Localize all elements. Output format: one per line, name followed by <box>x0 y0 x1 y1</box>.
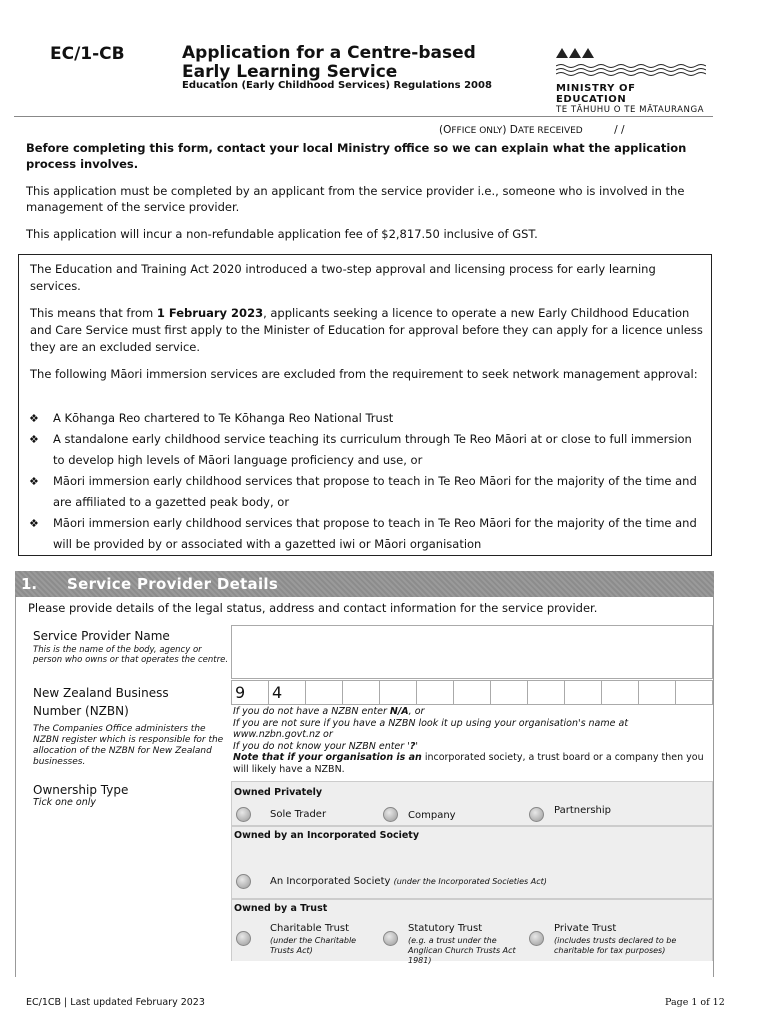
section-title: Service Provider Details <box>67 575 279 593</box>
nzbn-note-1-bold: N/A <box>389 706 409 717</box>
owned-privately-title: Owned Privately <box>234 787 323 798</box>
nzbn-note-1-post: , or <box>408 706 425 717</box>
form-code: EC/1-CB <box>50 44 125 64</box>
charitable-trust-note: (under the Charitable Trusts Act) <box>270 936 357 955</box>
ministry-logo <box>556 48 706 115</box>
nzbn-digit[interactable] <box>454 681 491 704</box>
nzbn-note-2: If you are not sure if you have a NZBN look it up using your organisation's name at www.nzbn.govt.nz or <box>233 717 629 740</box>
list-item-text: A standalone early childhood service teaching its curriculum through Te Reo Māori at or close to full immersion to develop high levels of Māori language proficiency and use, or <box>53 432 692 467</box>
footer-version: EC/1CB | Last updated February 2023 <box>26 997 205 1008</box>
charitable-trust-radio[interactable] <box>236 931 251 946</box>
statutory-trust-note: (e.g. a trust under the Anglican Church Trusts Act 1981) <box>408 936 516 965</box>
notice-para-1: The Education and Training Act 2020 introduced a two-step approval and licensing process for early learning services. <box>30 262 656 293</box>
nzbn-label-line2: Number (NZBN) <box>33 704 129 718</box>
society-note: (under the Incorporated Societies Act) <box>393 877 547 886</box>
list-item <box>29 513 703 555</box>
section-number: 1. <box>21 575 38 593</box>
nzbn-hint: The Companies Office administers the NZBN register which is responsible for the allocation of the NZBN for New Zealand businesses. <box>33 724 224 767</box>
section-description: Please provide details of the legal status, address and contact information for the service provider. <box>28 601 598 615</box>
triangles-icon <box>556 48 706 60</box>
sole-trader-label: Sole Trader <box>270 809 327 820</box>
nzbn-digit[interactable] <box>528 681 565 704</box>
owned-society-title: Owned by an Incorporated Society <box>234 830 420 841</box>
list-item <box>29 429 703 471</box>
nzbn-digit[interactable] <box>676 681 712 704</box>
nzbn-note-4 <box>233 752 711 775</box>
office-label-c: ) D <box>502 124 518 136</box>
charitable-trust-label: Charitable Trust <box>270 923 350 934</box>
list-item-text: Māori immersion early childhood services that propose to teach in Te Reo Māori for the majority of the time and are affiliated to a gazetted peak body, or <box>53 474 697 509</box>
bullet-icon: ❖ <box>29 475 39 488</box>
society-option-text: An Incorporated Society <box>270 876 391 887</box>
office-use-date <box>439 124 625 136</box>
nzbn-digit[interactable] <box>491 681 528 704</box>
ownership-label: Ownership Type <box>33 783 129 797</box>
regulation-subtitle: Education (Early Childhood Services) Regulations 2008 <box>182 80 492 91</box>
date-slashes: / / <box>614 124 625 136</box>
nzbn-digit[interactable] <box>417 681 454 704</box>
sole-trader-radio[interactable] <box>236 807 251 822</box>
bullet-icon: ❖ <box>29 433 39 446</box>
nzbn-notes <box>233 706 711 775</box>
list-item <box>29 471 703 513</box>
office-label-a: (O <box>439 124 452 136</box>
office-label-d: ATE RECEIVED <box>517 126 583 136</box>
page-number: Page 1 of 12 <box>665 997 725 1008</box>
nzbn-digit[interactable] <box>602 681 639 704</box>
private-trust-label: Private Trust <box>554 923 617 934</box>
provider-name-input[interactable] <box>231 625 713 679</box>
intro-applicant: This application must be completed by an applicant from the service provider i.e., someone who is involved in the management of the service provider. <box>26 184 685 214</box>
nzbn-note-4-post: incorporated society, a trust board or a company then you will likely have a NZBN. <box>233 752 704 775</box>
nzbn-note-3-post: ' <box>415 740 418 752</box>
ministry-name: MINISTRY OF EDUCATION <box>556 83 636 105</box>
nzbn-digit[interactable] <box>306 681 343 704</box>
notice-date: 1 February 2023 <box>156 306 264 320</box>
society-label <box>270 876 547 887</box>
header-divider <box>14 116 713 117</box>
nzbn-digit[interactable] <box>343 681 380 704</box>
statutory-trust-label: Statutory Trust <box>408 923 483 934</box>
nzbn-digit[interactable] <box>565 681 602 704</box>
nzbn-digit-boxes[interactable] <box>231 680 713 705</box>
owned-trust-title: Owned by a Trust <box>234 903 328 914</box>
nzbn-digit[interactable] <box>380 681 417 704</box>
bullet-icon: ❖ <box>29 517 39 530</box>
waves-icon <box>556 63 706 77</box>
company-radio[interactable] <box>383 807 398 822</box>
list-item-text: Māori immersion early childhood services that propose to teach in Te Reo Māori for the majority of the time and will be provided by or associated with a gazetted iwi or Māori organisation <box>53 516 697 551</box>
intro-fee: This application will incur a non-refundable application fee of $2,817.50 inclusive of GST. <box>26 227 538 241</box>
notice-para-3: The following Māori immersion services are excluded from the requirement to seek network management approval: <box>30 367 698 381</box>
notice-para-2 <box>30 305 705 356</box>
private-trust-radio[interactable] <box>529 931 544 946</box>
notice-para-2-pre: This means that from <box>30 306 157 320</box>
nzbn-note-3-pre: If you do not know your NZBN enter ' <box>233 740 410 752</box>
form-title: Application for a Centre-based Early Learning Service <box>182 43 476 82</box>
nzbn-label-line1: New Zealand Business <box>33 686 169 700</box>
list-item <box>29 408 703 429</box>
statutory-trust-radio[interactable] <box>383 931 398 946</box>
nzbn-digit[interactable]: 9 <box>232 681 269 704</box>
ministry-maori-name: TE TĀHUHU O TE MĀTAURANGA <box>556 105 705 115</box>
ownership-hint: Tick one only <box>33 797 96 808</box>
nzbn-digit[interactable] <box>639 681 676 704</box>
nzbn-note-4-bold: Note that if your organisation is an <box>233 752 422 763</box>
notice-para-2-post: , applicants seeking a licence to operate a new Early Childhood Education and Care Service must first apply to the Minister of Education for approval before they can apply for a licence unless they are an excluded service. <box>30 306 703 354</box>
office-label-b: FFICE ONLY <box>451 126 503 136</box>
nzbn-note-1-pre: If you do not have a NZBN enter <box>233 706 390 717</box>
intro-instruction: Before completing this form, contact your local Ministry office so we can explain what the application process involves. <box>26 141 687 171</box>
partnership-label: Partnership <box>554 805 612 816</box>
nzbn-digit[interactable]: 4 <box>269 681 306 704</box>
notice-box <box>18 254 712 556</box>
nzbn-note-3-bold: ? <box>409 740 416 752</box>
provider-name-hint: This is the name of the body, agency or person who owns or that operates the centre. <box>33 645 229 665</box>
company-label: Company <box>408 810 456 821</box>
section-1-header <box>15 571 714 597</box>
list-item-text: A Kōhanga Reo chartered to Te Kōhanga Reo National Trust <box>53 411 394 425</box>
partnership-radio[interactable] <box>529 807 544 822</box>
nzbn-note-3 <box>233 741 711 753</box>
bullet-icon: ❖ <box>29 412 39 425</box>
society-radio[interactable] <box>236 874 251 889</box>
provider-name-label: Service Provider Name <box>33 629 170 643</box>
private-trust-note: (includes trusts declared to be charitable for tax purposes) <box>554 936 677 955</box>
nzbn-note-1 <box>233 706 711 718</box>
